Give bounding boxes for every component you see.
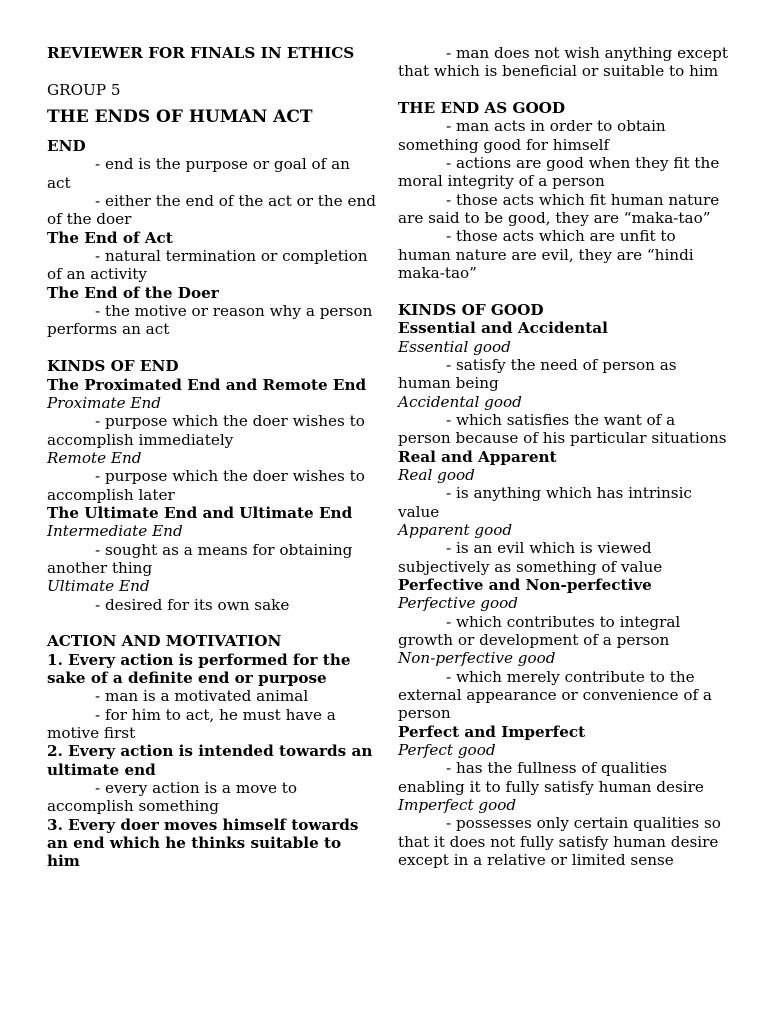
group-label: GROUP 5 [47,80,121,99]
end-of-act-text: - natural termination or completion of an activity [47,247,368,284]
end-types: - either the end of the act or the end of the doer [47,192,376,229]
imperfect-good-label: Imperfect good [398,796,517,815]
end-heading: END [47,137,86,156]
accidental-good-label: Accidental good [398,392,522,411]
main-heading: THE ENDS OF HUMAN ACT [47,107,313,128]
perfective-good-text: - which contributes to integral growth or development of a person [398,612,681,649]
perfect-good-text: - has the fullness of qualities enabling it to fully satisfy human desire [398,759,704,796]
remote-end-text: - purpose which the doer wishes to accomplish later [47,467,365,504]
end-as-good-heading: THE END AS GOOD [398,99,566,118]
left-column [47,44,377,871]
proximate-end-text: - purpose which the doer wishes to accomplish immediately [47,412,365,449]
essential-good-label: Essential good [398,337,511,356]
essential-accidental-heading: Essential and Accidental [398,319,608,338]
ultimate-end-text: - desired for its own sake [95,595,290,614]
right-column [398,44,728,869]
kinds-of-end-heading: KINDS OF END [47,357,179,376]
perfect-good-label: Perfect good [398,741,496,760]
action-motivation-heading: ACTION AND MOTIVATION [47,632,282,651]
ultimate-end-label: Ultimate End [47,577,150,596]
action-point-2-text: - every action is a move to accomplish something [47,779,298,816]
non-perfective-good-label: Non-perfective good [398,649,556,668]
real-good-label: Real good [398,465,475,484]
intermediate-end-label: Intermediate End [47,522,183,541]
end-of-doer-heading: The End of the Doer [47,283,219,302]
real-good-text: - is anything which has intrinsic value [398,484,692,521]
document-title: REVIEWER FOR FINALS IN ETHICS [47,44,355,62]
real-apparent-heading: Real and Apparent [398,447,557,466]
proximate-remote-heading: The Proximated End and Remote End [47,375,367,394]
action-point-1: 1. Every action is performed for the sake of a definite end or purpose [47,650,351,687]
end-of-act-heading: The End of Act [47,228,173,247]
kinds-of-good-heading: KINDS OF GOOD [398,300,544,319]
end-definition: - end is the purpose or goal of an act [47,155,350,192]
imperfect-good-text: - possesses only certain qualities so that it does not fully satisfy human desire except in a relative or limited sense [398,814,721,870]
action-point-1-text-1: - man is a motivated animal [95,687,309,706]
perfective-good-label: Perfective good [398,594,518,613]
remote-end-label: Remote End [47,448,142,467]
proximate-end-label: Proximate End [47,393,162,412]
intermediate-end-text: - sought as a means for obtaining another thing [47,540,353,577]
accidental-good-text: - which satisfies the want of a person because of his particular situations [398,410,727,448]
perfective-heading: Perfective and Non-perfective [398,575,652,594]
action-point-2: 2. Every action is intended towards an ultimate end [47,742,373,779]
ultimate-end-heading: The Ultimate End and Ultimate End [47,503,353,522]
end-as-good-text-4: - those acts which are unfit to human nature are evil, they are “hindi maka-tao” [398,227,694,283]
end-as-good-text-3: - those acts which fit human nature are said to be good, they are “maka-tao” [398,190,720,228]
action-point-1-text-2: - for him to act, he must have a motive first [47,705,336,743]
essential-good-text: - satisfy the need of person as human being [398,355,677,393]
action-point-3: 3. Every doer moves himself towards an end which he thinks suitable to him [47,815,359,871]
non-perfective-good-text: - which merely contribute to the external appearance or convenience of a person [398,667,712,723]
apparent-good-label: Apparent good [398,520,513,539]
end-as-good-text-1: - man acts in order to obtain something good for himself [398,117,666,154]
end-of-doer-text: - the motive or reason why a person performs an act [47,302,373,339]
apparent-good-text: - is an evil which is viewed subjectively as something of value [398,539,663,576]
action-point-3-text: - man does not wish anything except that which is beneficial or suitable to him [398,44,728,81]
perfect-imperfect-heading: Perfect and Imperfect [398,722,586,741]
end-as-good-text-2: - actions are good when they fit the moral integrity of a person [398,154,720,191]
